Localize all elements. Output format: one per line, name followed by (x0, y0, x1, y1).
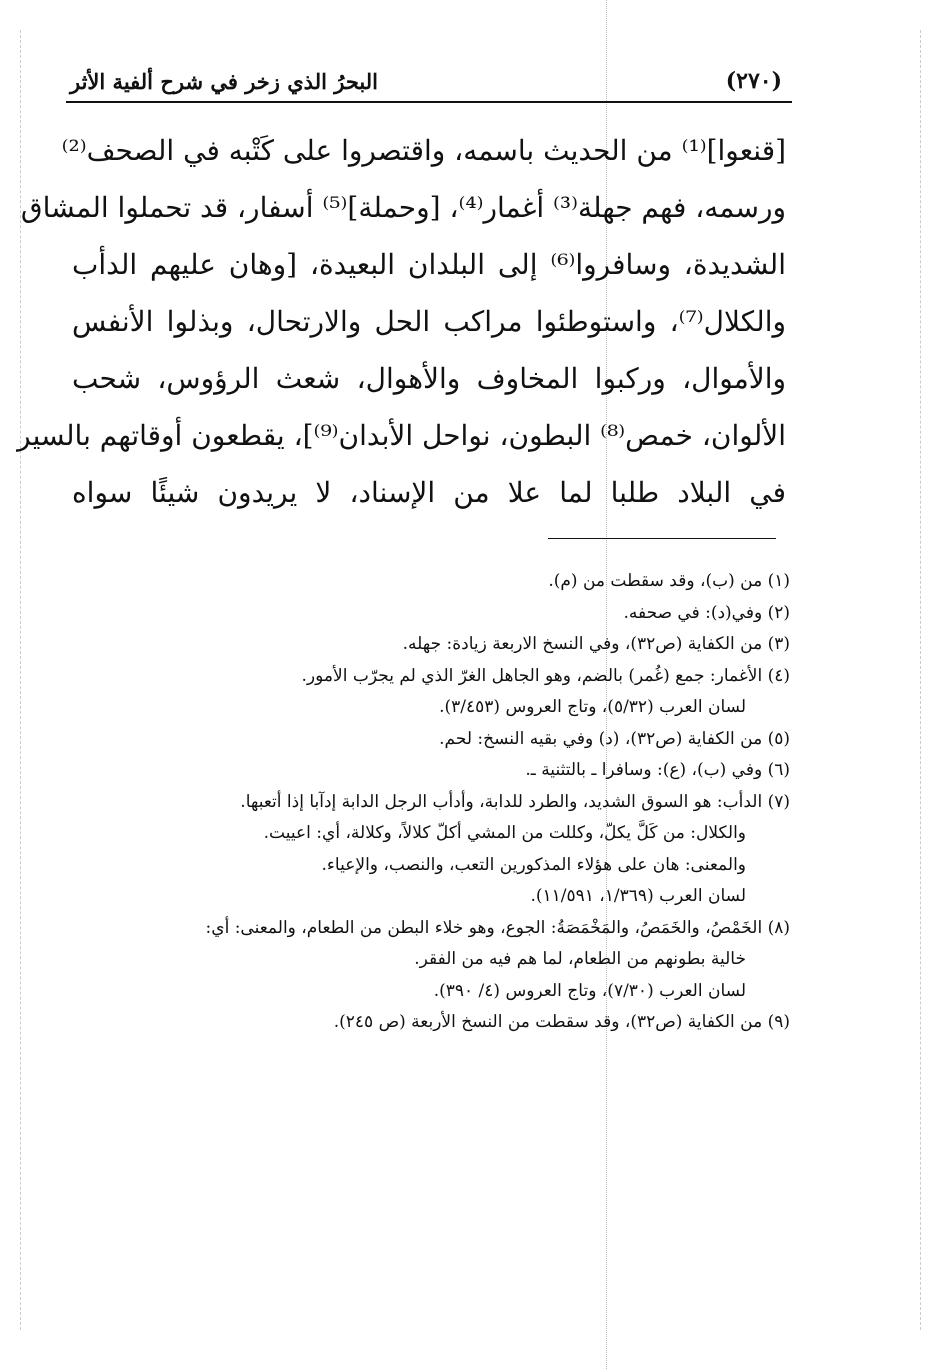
scan-edge-right (920, 30, 921, 1330)
footnote-line: لسان العرب (٧/٣٠)، وتاج العروس (٤/ ٣٩٠). (433, 980, 746, 1001)
footnote-line: خالية بطونهم من الطعام، لما هم فيه من الفقر. (414, 949, 746, 969)
footnote-line: والمعنى: هان على هؤلاء المذكورين التعب، والنصب، والإعياء. (321, 854, 746, 875)
page-header (70, 64, 790, 98)
footnote-line: لسان العرب (١/٣٦٩، ١١/٥٩١). (530, 886, 746, 906)
footnote-line: (٨) الخَمْصُ، والخَمَصُ، والمَخْمَصَةُ: الجوع، وهو خلاء البطن من الطعام، والمعنى: أي: (205, 917, 790, 938)
footnotes (70, 566, 790, 1039)
footnote-line: (٥) من الكفاية (ص٣٢)، (د) وفي بقيه النسخ: لحم. (439, 728, 790, 749)
running-title: البحرُ الذي زخر في شرح ألفية الأثر (70, 68, 378, 94)
footnote-line: (٧) الدأب: هو السوق الشديد، والطرد للدابة، وأدأب الرجل الدابة إدآبا إذا أتعبها. (240, 791, 790, 812)
text-line: والكلال⁽⁷⁾، واستوطئوا مراكب الحل والارتحال، وبذلوا الأنفس (72, 305, 786, 338)
footnote-line: (١) من (ب)، وقد سقطت من (م). (548, 571, 790, 591)
text-line: الألوان، خمص⁽⁸⁾ البطون، نواحل الأبدان⁽⁹⁾]، يقطعون أوقاتهم بالسير (17, 419, 786, 452)
footnote-line: (٦) وفي (ب)، (ع): وسافرا ـ بالتثنية ـ. (525, 760, 790, 780)
text-line: في البلاد طلبا لما علا من الإسناد، لا يريدون شيئًا سواه (72, 476, 786, 509)
text-line: [قنعوا]⁽¹⁾ من الحديث باسمه، واقتصروا على كَتْبه في الصحف⁽²⁾ (61, 134, 786, 167)
footnote-line: لسان العرب (٥/٣٢)، وتاج العروس (٣/٤٥٣). (439, 697, 746, 717)
header-rule (66, 101, 792, 103)
footnote-line: والكلال: من كَلَّ يكلّ، وكللت من المشي أكلّ كلالاً، وكلالة، أي: اعييت. (263, 823, 746, 843)
text-line: ورسمه، فهم جهلة⁽³⁾ أغمار⁽⁴⁾، [وحملة]⁽⁵⁾ أسفار، قد تحملوا المشاق (20, 191, 786, 224)
main-text (17, 122, 786, 521)
footnote-line: (٩) من الكفاية (ص٣٢)، وقد سقطت من النسخ الأربعة (ص ٢٤٥). (333, 1012, 790, 1032)
footnote-separator (548, 538, 776, 539)
text-line: والأموال، وركبوا المخاوف والأهوال، شعث الرؤوس، شحب (72, 362, 786, 395)
page-number: (٢٧٠) (725, 68, 782, 94)
text-line: الشديدة، وسافروا⁽⁶⁾ إلى البلدان البعيدة، [وهان عليهم الدأب (72, 248, 786, 281)
footnote-line: (٤) الأغمار: جمع (غُمر) بالضم، وهو الجاهل الغرّ الذي لم يجرّب الأمور. (301, 665, 790, 686)
footnote-line: (٣) من الكفاية (ص٣٢)، وفي النسخ الاربعة زيادة: جهله. (402, 634, 790, 654)
footnote-line: (٢) وفي(د): في صحفه. (623, 602, 790, 623)
